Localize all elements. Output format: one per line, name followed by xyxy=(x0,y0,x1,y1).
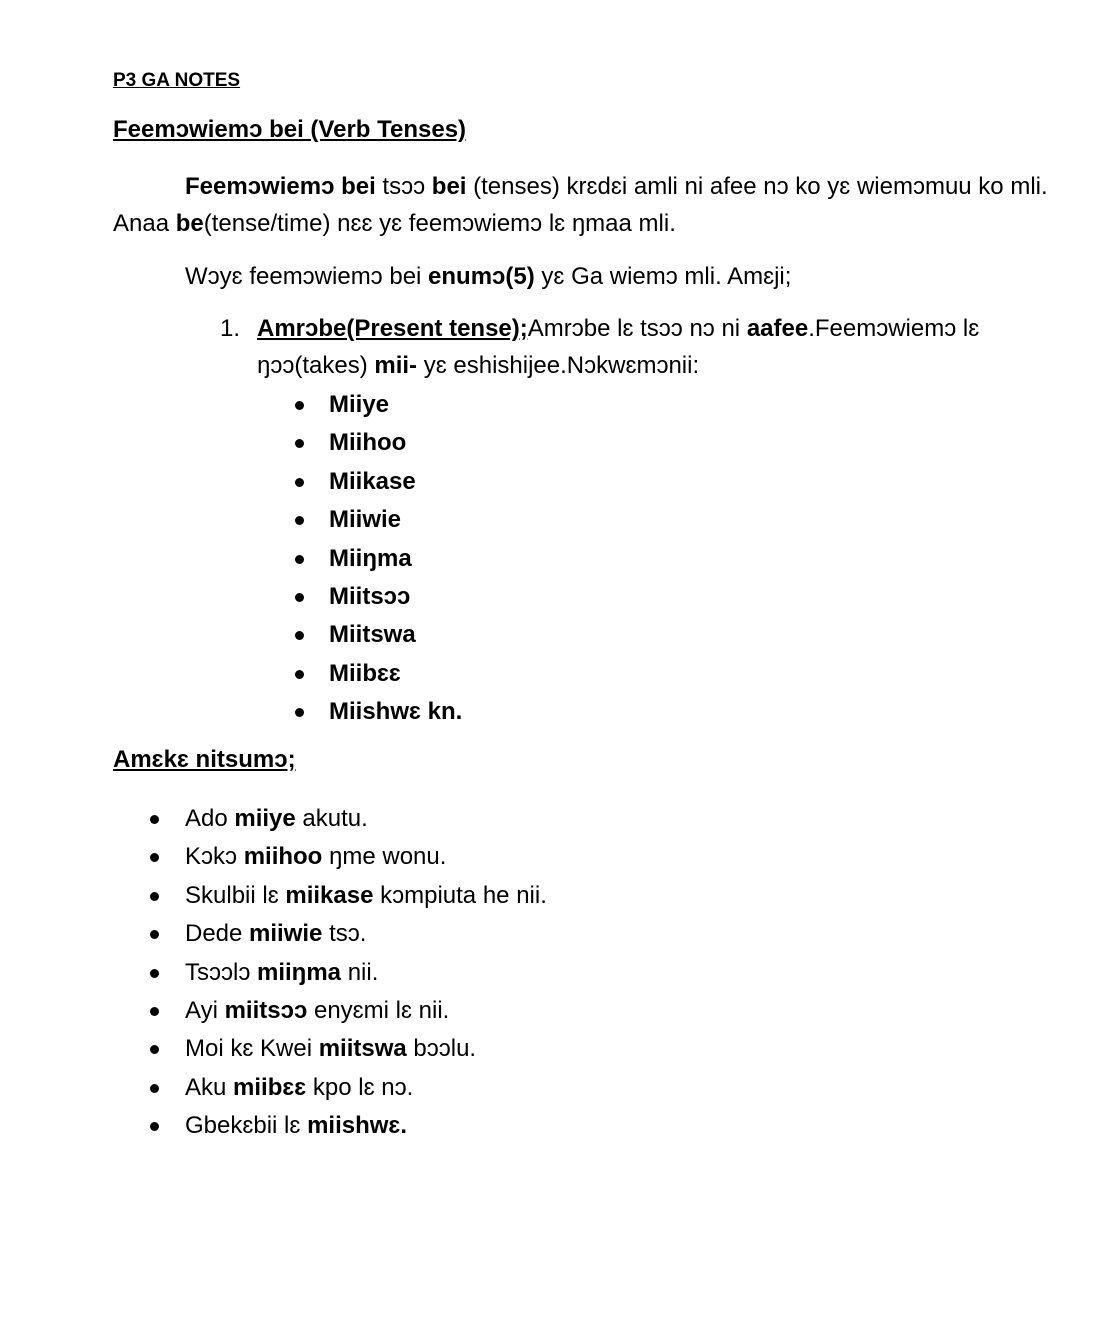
sentence-verb: miibɛɛ xyxy=(233,1073,307,1101)
list-item xyxy=(148,1107,547,1145)
page-title: Feemɔwiemɔ bei (Verb Tenses) xyxy=(113,116,467,143)
intro-text: tsɔɔ xyxy=(375,173,432,200)
numbered-item-present-tense xyxy=(220,310,1040,384)
sentence-verb: miihoo xyxy=(243,843,323,871)
sentence-pre: Aku xyxy=(185,1073,234,1101)
sentence-post: enyɛmi lɛ nii. xyxy=(307,996,450,1024)
list-item xyxy=(148,800,547,838)
sentence-verb: miikase xyxy=(285,881,374,909)
list-item xyxy=(148,877,547,915)
count-text: Wɔyɛ feemɔwiemɔ bei xyxy=(185,263,429,290)
sentence-pre: Tsɔɔlɔ xyxy=(185,958,257,986)
sentence-post: akutu. xyxy=(295,805,368,832)
item-number: 1. xyxy=(220,315,241,342)
sentence-post: ŋme wonu. xyxy=(322,843,447,871)
item-text: yɛ eshishijee.Nɔkwɛmɔnii: xyxy=(417,352,700,379)
list-item: Miiwie xyxy=(292,501,462,539)
list-item: Miikase xyxy=(292,463,462,501)
item-bold: aafee xyxy=(746,315,809,342)
sentence-pre: Skulbii lɛ xyxy=(185,881,286,909)
sentence-pre: Gbekɛbii lɛ xyxy=(185,1112,308,1140)
sentence-pre: Dede xyxy=(185,920,250,948)
list-item xyxy=(148,915,547,953)
sentence-post: kpo lɛ nɔ. xyxy=(306,1073,414,1101)
intro-text: (tense/time) nɛɛ yɛ feemɔwiemɔ lɛ ŋmaa mli. xyxy=(203,210,676,237)
sentence-post: kɔmpiuta he nii. xyxy=(373,881,547,909)
list-item: Miitsɔɔ xyxy=(292,578,462,616)
sentence-verb: miiwie xyxy=(249,920,323,948)
sentence-post: nii. xyxy=(341,958,379,986)
list-item: Miibɛɛ xyxy=(292,655,462,693)
item-text: .Feemɔwiemɔ lɛ ŋɔɔ(takes) xyxy=(257,315,980,379)
sentence-pre: Kɔkɔ xyxy=(185,843,244,871)
list-item xyxy=(148,992,547,1030)
sentence-pre: Moi kɛ Kwei xyxy=(185,1035,319,1063)
list-item xyxy=(148,954,547,992)
tense-count-line xyxy=(185,258,791,295)
intro-paragraph xyxy=(113,168,1063,242)
list-item: Miiŋma xyxy=(292,540,462,578)
item-title: Amrɔbe(Present tense); xyxy=(257,315,528,342)
sentence-verb: miiye xyxy=(234,805,296,832)
item-body xyxy=(257,310,1040,384)
list-item xyxy=(148,1069,547,1107)
list-item xyxy=(148,1030,547,1068)
intro-bold-term: bei xyxy=(431,173,467,200)
verb-example-list xyxy=(292,386,462,732)
intro-bold-term: Feemɔwiemɔ bei xyxy=(185,173,376,200)
count-bold: enumɔ(5) xyxy=(428,263,535,290)
item-bold: mii- xyxy=(374,352,418,379)
list-item: Miihoo xyxy=(292,424,462,462)
sentence-post: bɔɔlu. xyxy=(406,1035,477,1063)
list-item: Miishwɛ kn. xyxy=(292,693,462,731)
sentence-verb: miishwɛ. xyxy=(307,1112,408,1140)
intro-bold-term: be xyxy=(175,210,204,237)
item-text: Amrɔbe lɛ tsɔɔ nɔ ni xyxy=(527,315,747,342)
sentence-verb: miiŋma xyxy=(257,958,342,986)
intro-text: (tenses) krɛdɛi amli ni afee nɔ ko yɛ wiemɔmuu ko mli. Anaa xyxy=(113,173,1048,237)
list-item: Miiye xyxy=(292,386,462,424)
list-item xyxy=(148,838,547,876)
sentence-pre: Ayi xyxy=(185,996,225,1024)
sentence-verb: miitsɔɔ xyxy=(224,996,308,1024)
sentence-pre: Ado xyxy=(185,805,235,832)
list-item: Miitswa xyxy=(292,616,462,654)
sentence-example-list xyxy=(148,800,547,1146)
sentence-verb: miitswa xyxy=(318,1035,407,1063)
document-label: P3 GA NOTES xyxy=(113,70,241,91)
sentence-post: tsɔ. xyxy=(322,920,367,948)
examples-heading: Amɛkɛ nitsumɔ; xyxy=(113,746,296,773)
count-text: yɛ Ga wiemɔ mli. Amɛji; xyxy=(534,263,792,290)
